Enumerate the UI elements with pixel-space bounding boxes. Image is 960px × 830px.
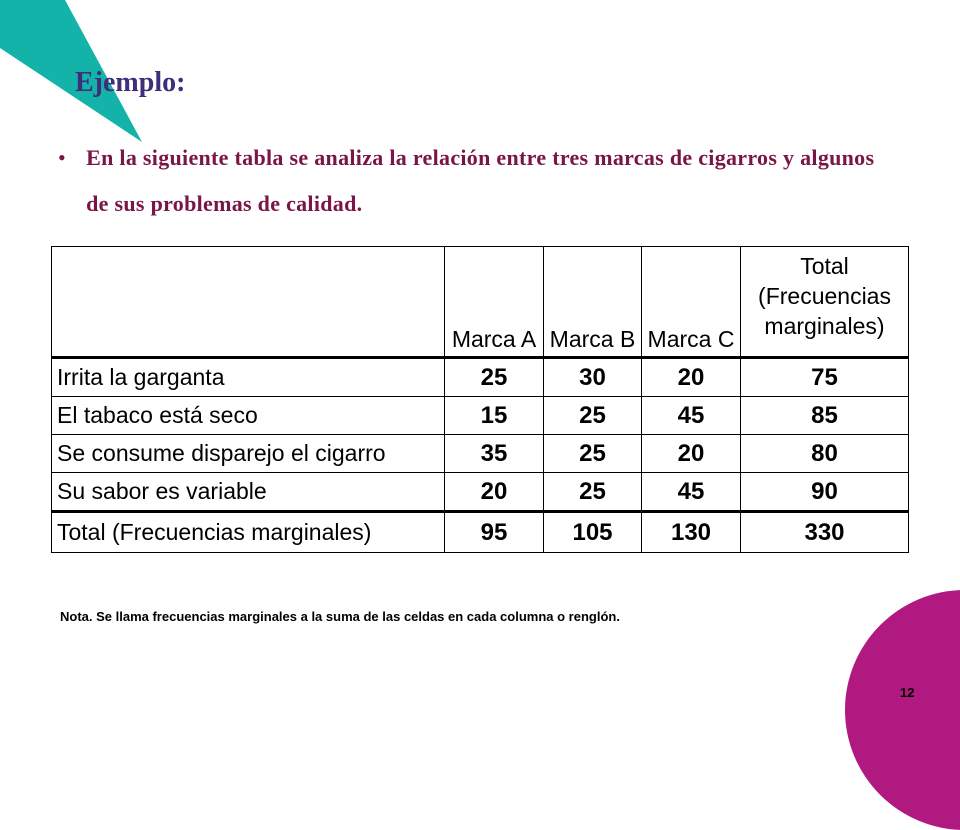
cell-marca-a: 25 — [445, 358, 544, 397]
header-marca-c: Marca C — [642, 247, 741, 358]
header-marca-b: Marca B — [544, 247, 642, 358]
row-label: Su sabor es variable — [52, 473, 445, 512]
cell-marca-c: 130 — [642, 512, 741, 553]
header-empty — [52, 247, 445, 358]
cell-total: 90 — [741, 473, 909, 512]
table-row — [52, 358, 909, 397]
cell-marca-b: 30 — [544, 358, 642, 397]
table-header-row — [52, 247, 909, 358]
footnote: Nota. Se llama frecuencias marginales a la suma de las celdas en cada columna o renglón. — [60, 609, 620, 624]
cell-total: 85 — [741, 397, 909, 435]
cell-marca-b: 25 — [544, 435, 642, 473]
magenta-circle-decoration — [845, 590, 960, 830]
table-row — [52, 397, 909, 435]
frequency-table — [51, 246, 909, 553]
cell-total: 75 — [741, 358, 909, 397]
slide-title: Ejemplo: — [75, 67, 186, 98]
cell-total: 80 — [741, 435, 909, 473]
header-marca-a: Marca A — [445, 247, 544, 358]
row-label: Total (Frecuencias marginales) — [52, 512, 445, 553]
cell-marca-a: 20 — [445, 473, 544, 512]
cell-marca-b: 25 — [544, 473, 642, 512]
page-number: 12 — [900, 685, 915, 700]
row-label: Se consume disparejo el cigarro — [52, 435, 445, 473]
cell-marca-c: 45 — [642, 473, 741, 512]
table-row — [52, 473, 909, 512]
cell-marca-c: 20 — [642, 435, 741, 473]
row-label: Irrita la garganta — [52, 358, 445, 397]
header-total: Total (Frecuencias marginales) — [741, 247, 909, 358]
cell-marca-a: 15 — [445, 397, 544, 435]
cell-marca-b: 25 — [544, 397, 642, 435]
row-label: El tabaco está seco — [52, 397, 445, 435]
cell-marca-b: 105 — [544, 512, 642, 553]
table-row — [52, 435, 909, 473]
bullet-point — [58, 135, 878, 227]
bullet-icon: • — [58, 145, 66, 170]
cell-marca-c: 45 — [642, 397, 741, 435]
table-total-row — [52, 512, 909, 553]
cell-marca-a: 95 — [445, 512, 544, 553]
cell-marca-c: 20 — [642, 358, 741, 397]
cell-total: 330 — [741, 512, 909, 553]
bullet-text: En la siguiente tabla se analiza la relación entre tres marcas de cigarros y algunos de sus problemas de calidad. — [86, 145, 875, 216]
cell-marca-a: 35 — [445, 435, 544, 473]
